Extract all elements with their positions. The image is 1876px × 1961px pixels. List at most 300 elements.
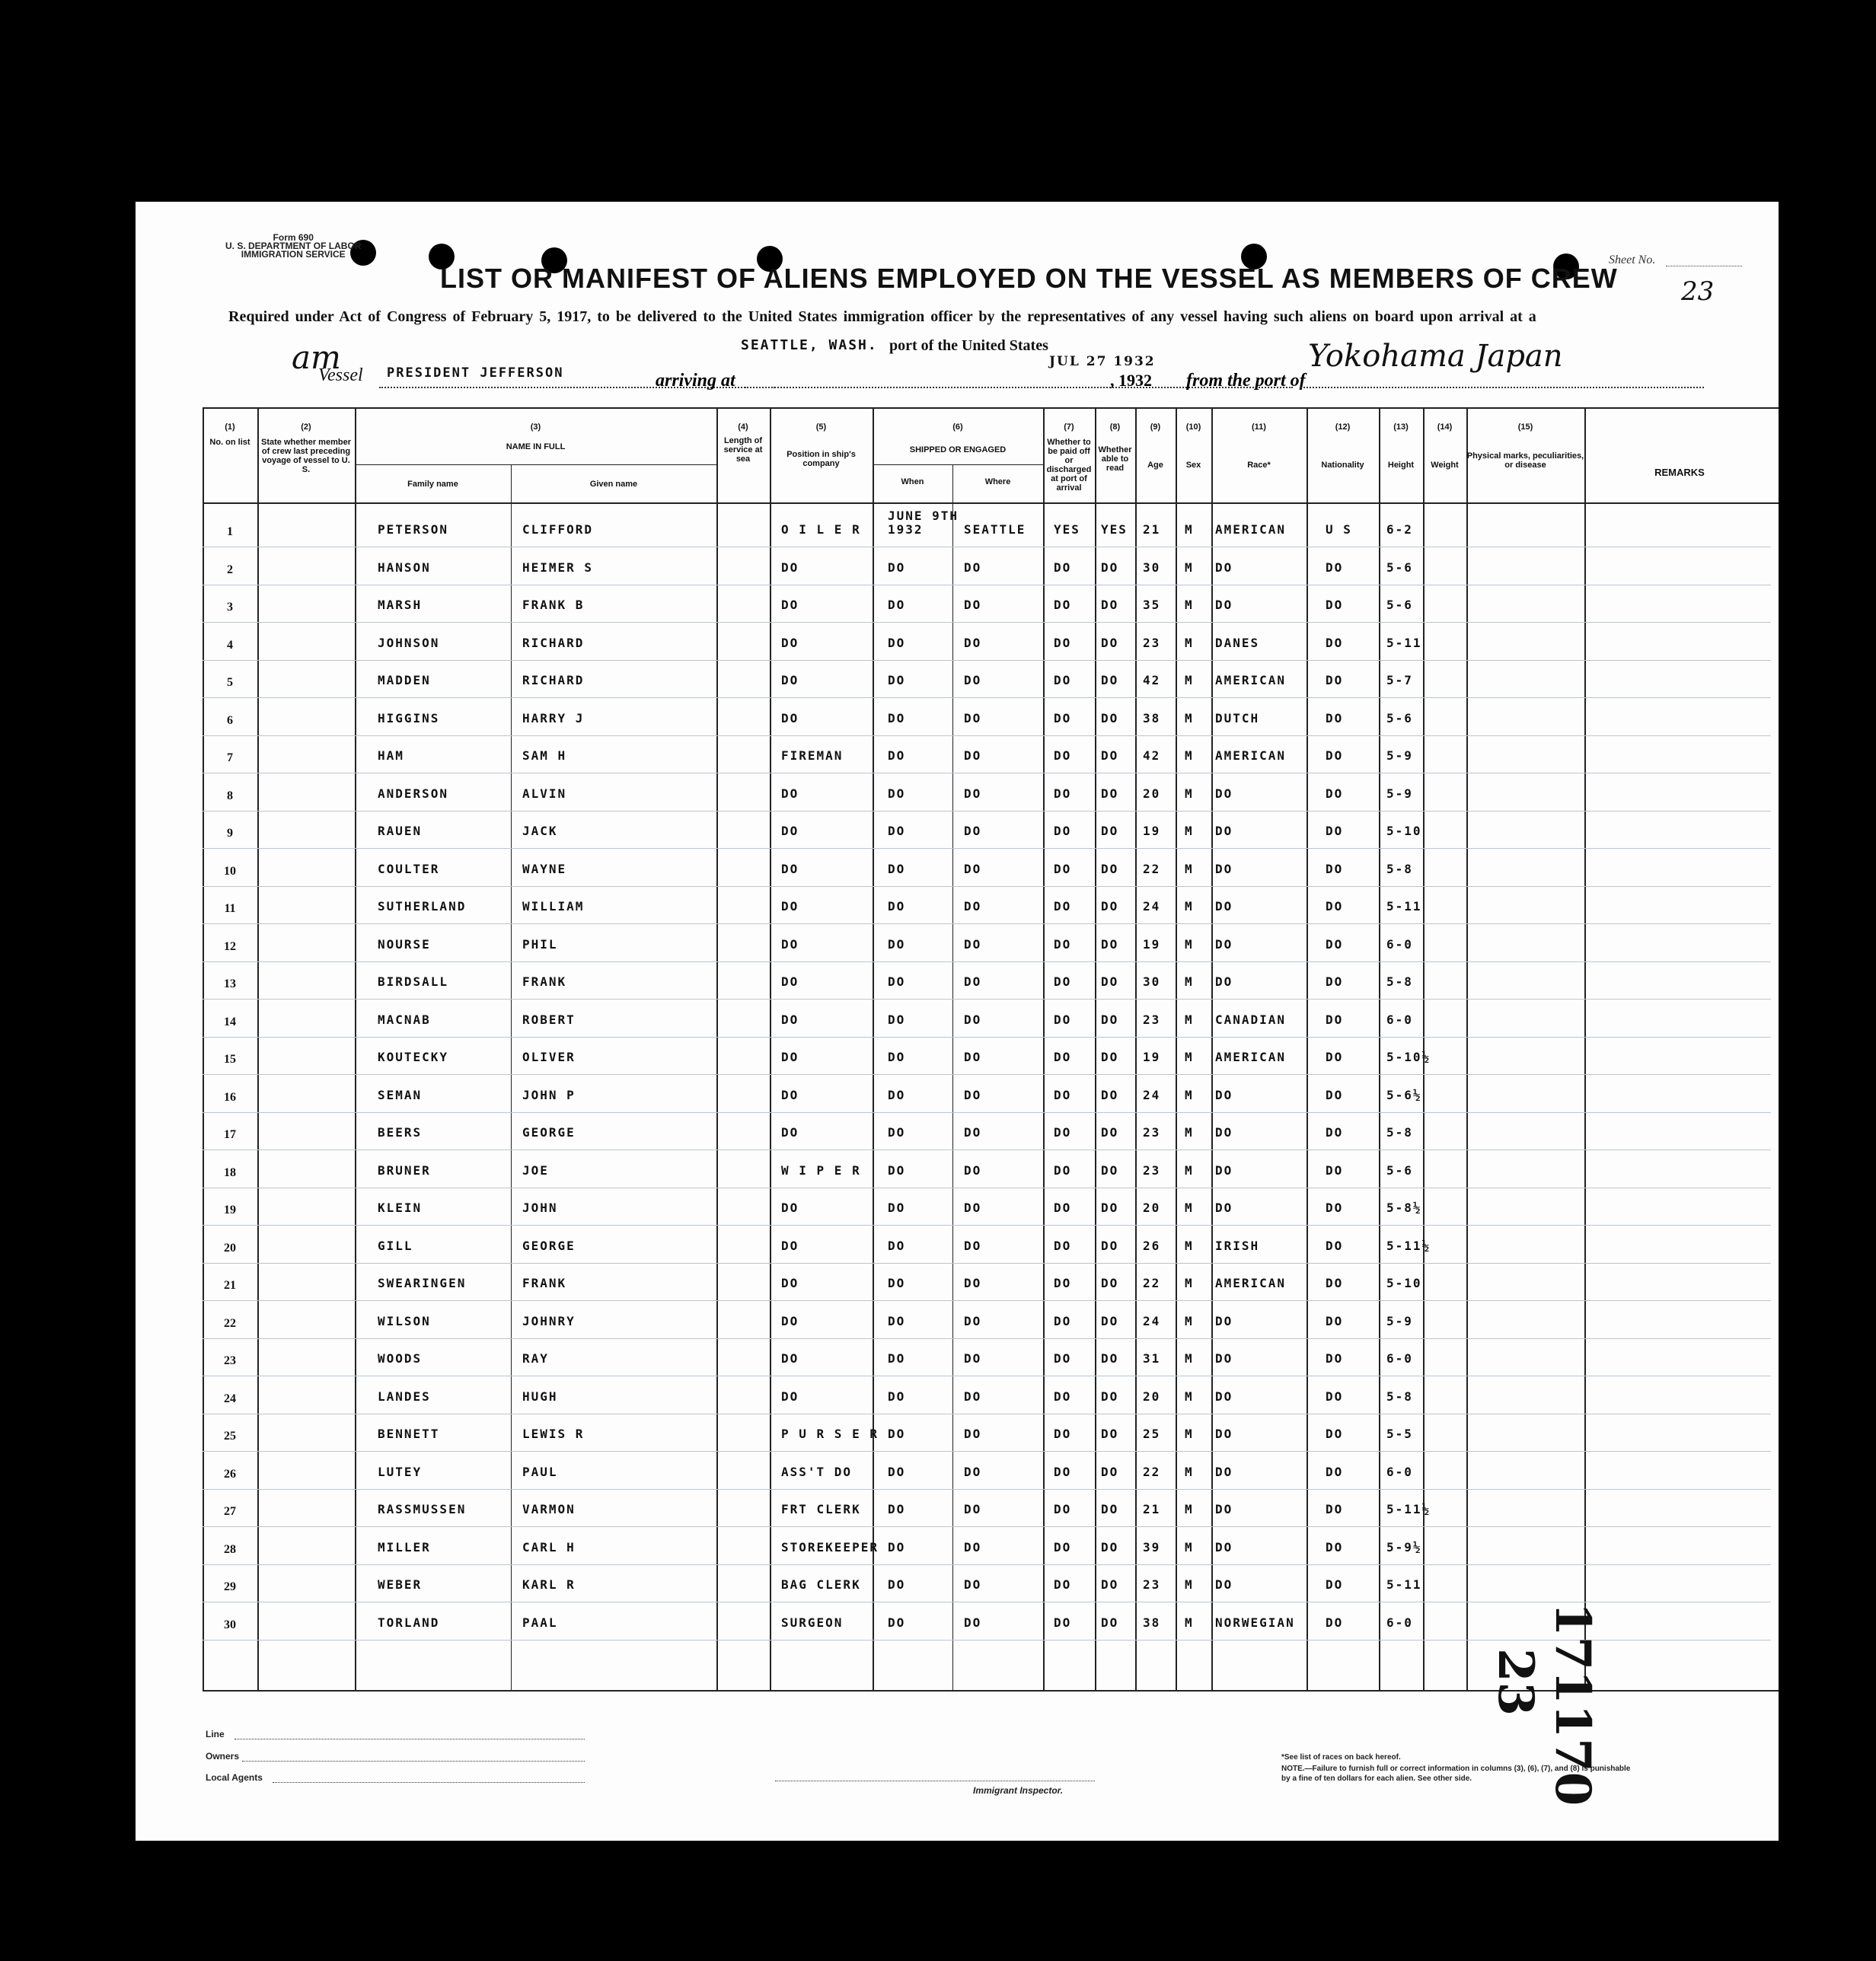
cell-family: LUTEY	[378, 1464, 423, 1479]
department-name: U. S. DEPARTMENT OF LABOR	[225, 241, 362, 251]
header-col10-num: (10)	[1185, 422, 1201, 432]
header-col5	[770, 422, 873, 468]
cell-when: DO	[888, 1615, 906, 1630]
cell-sex: M	[1185, 974, 1194, 989]
row-ruling	[203, 1526, 1771, 1527]
cell-age: 19	[1143, 1050, 1161, 1064]
cell-paid: DO	[1054, 936, 1072, 952]
cell-race: DO	[1215, 824, 1233, 838]
cell-family: LANDES	[378, 1389, 431, 1404]
cell-given: CLIFFORD	[522, 522, 594, 537]
owners-dotline	[242, 1760, 585, 1762]
cell-family: WILSON	[378, 1313, 431, 1328]
cell-given: CARL H	[522, 1539, 576, 1554]
cell-given: HARRY J	[522, 710, 585, 725]
cell-nat: DO	[1326, 899, 1344, 914]
header-col7-label: Whether to be paid off or discharged at port of arrival	[1046, 438, 1092, 493]
row-number: 20	[224, 1241, 236, 1255]
row-number: 29	[224, 1580, 236, 1593]
cell-height: 6-0	[1386, 1351, 1413, 1366]
cell-when: DO	[888, 1313, 906, 1328]
cell-race: AMERICAN	[1215, 522, 1287, 537]
cell-position: DO	[781, 1125, 799, 1140]
row-ruling	[203, 811, 1771, 812]
cell-given: PAAL	[522, 1615, 558, 1630]
cell-race: DO	[1215, 861, 1233, 876]
cell-paid: DO	[1054, 1427, 1072, 1441]
agents-dotline	[273, 1781, 585, 1783]
header-col7	[1043, 422, 1095, 493]
vessel-line	[318, 365, 363, 386]
cell-height: 5-9½	[1386, 1539, 1422, 1554]
cell-given: KARL R	[522, 1577, 576, 1592]
cell-nat: DO	[1326, 1427, 1344, 1441]
cell-height: 5-11½	[1386, 1502, 1431, 1516]
cell-nat: DO	[1326, 1389, 1344, 1404]
cell-age: 19	[1143, 936, 1161, 952]
cell-where: DO	[964, 1577, 982, 1592]
cell-when: DO	[888, 1427, 906, 1441]
cell-when: 1932	[888, 522, 924, 537]
header-col11	[1211, 422, 1306, 470]
header-col1-label: No. on list	[209, 438, 250, 447]
cell-where: DO	[964, 1389, 982, 1404]
header-col3	[355, 422, 716, 451]
cell-race: DO	[1215, 1087, 1233, 1102]
cell-position: DO	[781, 786, 799, 801]
cell-sex: M	[1185, 1238, 1194, 1253]
cell-position: DO	[781, 1238, 799, 1253]
from-port-label: from the port of	[1186, 371, 1306, 391]
cell-given: OLIVER	[522, 1050, 576, 1064]
cell-read: DO	[1101, 1162, 1119, 1178]
cell-paid: DO	[1054, 1539, 1072, 1554]
vessel-name: PRESIDENT JEFFERSON	[387, 365, 564, 381]
destination-port: SEATTLE, WASH.	[741, 337, 878, 353]
from-port-dotline	[1300, 386, 1704, 388]
cell-nat: DO	[1326, 710, 1344, 725]
cell-family: WEBER	[378, 1577, 423, 1592]
header-col4-label: Length of service at sea	[723, 436, 763, 464]
header-col13	[1379, 422, 1423, 470]
row-ruling	[203, 1300, 1771, 1301]
cell-given: JOHNRY	[522, 1313, 576, 1328]
row-number: 6	[227, 713, 233, 727]
row-number: 10	[224, 864, 236, 878]
cell-race: DO	[1215, 974, 1233, 989]
header-col10-label: Sex	[1185, 461, 1201, 470]
row-number: 13	[224, 977, 236, 990]
header-col6-num: (6)	[952, 422, 963, 432]
cell-paid: DO	[1054, 673, 1072, 687]
cell-when: DO	[888, 748, 906, 763]
cell-age: 30	[1143, 560, 1161, 575]
cell-given: WAYNE	[522, 861, 567, 876]
cell-height: 5-10	[1386, 824, 1422, 838]
cell-height: 5-8½	[1386, 1201, 1422, 1215]
cell-paid: DO	[1054, 1577, 1072, 1592]
cell-age: 39	[1143, 1539, 1161, 1554]
cell-paid: DO	[1054, 710, 1072, 725]
col-divider	[1095, 407, 1096, 1690]
header-when: When	[901, 477, 924, 486]
cell-paid: DO	[1054, 861, 1072, 876]
cell-family: HANSON	[378, 560, 431, 575]
cell-given: VARMON	[522, 1502, 576, 1516]
cell-where: DO	[964, 635, 982, 650]
cell-sex: M	[1185, 1502, 1194, 1516]
cell-given: FRANK	[522, 974, 567, 989]
row-number: 3	[227, 601, 233, 614]
cell-height: 6-2	[1386, 522, 1413, 537]
header-col6	[873, 422, 1043, 454]
cell-sex: M	[1185, 1389, 1194, 1404]
cell-family: JOHNSON	[378, 635, 440, 650]
row-number: 2	[227, 563, 233, 576]
inspector-label: Immigrant Inspector.	[973, 1785, 1064, 1796]
cell-height: 6-0	[1386, 936, 1413, 952]
cell-nat: DO	[1326, 1162, 1344, 1178]
cell-when: DO	[888, 1125, 906, 1140]
cell-read: DO	[1101, 1238, 1119, 1253]
cell-paid: DO	[1054, 1351, 1072, 1366]
cell-when: DO	[888, 1087, 906, 1102]
cell-height: 5-5	[1386, 1427, 1413, 1441]
cell-given: GEORGE	[522, 1125, 576, 1140]
cell-nat: DO	[1326, 1201, 1344, 1215]
cell-height: 5-6	[1386, 1162, 1413, 1178]
row-number: 25	[224, 1430, 236, 1443]
cell-position: DO	[781, 974, 799, 989]
header-col13-label: Height	[1387, 461, 1415, 470]
cell-race: DO	[1215, 1389, 1233, 1404]
manifest-title: LIST OR MANIFEST OF ALIENS EMPLOYED ON THE VESSEL AS MEMBERS OF CREW	[440, 263, 1618, 294]
cell-paid: DO	[1054, 635, 1072, 650]
footer-line-label	[206, 1729, 225, 1739]
cell-given: RICHARD	[522, 673, 585, 687]
cell-position: DO	[781, 598, 799, 612]
inspector-dotline	[775, 1780, 1095, 1781]
cell-position: DO	[781, 1087, 799, 1102]
cell-where: DO	[964, 710, 982, 725]
cell-race: DO	[1215, 1502, 1233, 1516]
cell-age: 22	[1143, 861, 1161, 876]
cell-where: DO	[964, 936, 982, 952]
cell-paid: DO	[1054, 1502, 1072, 1516]
cell-family: MILLER	[378, 1539, 431, 1554]
arrival-date-stamp: JUL 27 1932	[1049, 354, 1156, 369]
cell-read: DO	[1101, 899, 1119, 914]
header-col5-num: (5)	[815, 422, 827, 432]
cell-nat: DO	[1326, 1012, 1344, 1027]
cell-sex: M	[1185, 673, 1194, 687]
header-col7-num: (7)	[1064, 422, 1074, 432]
cell-race: AMERICAN	[1215, 673, 1287, 687]
cell-age: 23	[1143, 635, 1161, 650]
cell-when: DO	[888, 635, 906, 650]
col-divider	[1135, 407, 1137, 1690]
cell-race: DO	[1215, 560, 1233, 575]
cell-height: 5-10	[1386, 1276, 1422, 1290]
cell-race: DO	[1215, 1162, 1233, 1178]
row-number: 16	[224, 1090, 236, 1104]
cell-where: DO	[964, 1427, 982, 1441]
cell-sex: M	[1185, 1125, 1194, 1140]
header-col5-label: Position in ship's company	[786, 450, 856, 468]
cell-family: HAM	[378, 748, 404, 763]
cell-family: NOURSE	[378, 936, 431, 952]
header-col12-num: (12)	[1335, 422, 1351, 432]
cell-where: DO	[964, 598, 982, 612]
cell-paid: DO	[1054, 1464, 1072, 1479]
table-top-border	[203, 407, 1779, 409]
header-col4-num: (4)	[738, 422, 748, 432]
cell-age: 20	[1143, 1201, 1161, 1215]
cell-given: FRANK	[522, 1276, 567, 1290]
cell-paid: DO	[1054, 1087, 1072, 1102]
cell-read: DO	[1101, 1539, 1119, 1554]
cell-family: GILL	[378, 1238, 413, 1253]
cell-race: DO	[1215, 1313, 1233, 1328]
cell-paid: DO	[1054, 899, 1072, 914]
cell-when: DO	[888, 1238, 906, 1253]
cell-height: 6-0	[1386, 1615, 1413, 1630]
cell-family: WOODS	[378, 1351, 423, 1366]
cell-read: DO	[1101, 1012, 1119, 1027]
cell-race: DO	[1215, 1539, 1233, 1554]
row-ruling	[203, 735, 1771, 736]
cell-when: DO	[888, 786, 906, 801]
cell-position: DO	[781, 899, 799, 914]
cell-when: DO	[888, 560, 906, 575]
name-subheader-divider	[511, 464, 512, 1690]
cell-given: RICHARD	[522, 635, 585, 650]
header-col12-label: Nationality	[1321, 461, 1364, 470]
col-divider	[1379, 407, 1380, 1690]
cell-where: DO	[964, 1502, 982, 1516]
cell-family: KLEIN	[378, 1201, 423, 1215]
cell-age: 42	[1143, 673, 1161, 687]
cell-position: P U R S E R	[781, 1427, 879, 1441]
cell-paid: DO	[1054, 1162, 1072, 1178]
cell-nat: U S	[1326, 522, 1352, 537]
row-ruling	[203, 1149, 1771, 1150]
cell-read: DO	[1101, 598, 1119, 612]
cell-where: DO	[964, 1351, 982, 1366]
col-divider	[1584, 407, 1586, 1690]
name-subheader-line	[355, 464, 716, 465]
cell-sex: M	[1185, 1464, 1194, 1479]
cell-position: O I L E R	[781, 522, 861, 537]
cell-nat: DO	[1326, 1502, 1344, 1516]
row-number: 24	[224, 1392, 236, 1405]
cell-age: 38	[1143, 1615, 1161, 1630]
row-ruling	[203, 961, 1771, 962]
cell-where: DO	[964, 1087, 982, 1102]
cell-race: AMERICAN	[1215, 1050, 1287, 1064]
cell-paid: DO	[1054, 1012, 1072, 1027]
header-col13-num: (13)	[1393, 422, 1409, 432]
cell-nat: DO	[1326, 1351, 1344, 1366]
header-bottom-border	[203, 502, 1779, 504]
row-number: 7	[227, 751, 233, 764]
cell-paid: DO	[1054, 748, 1072, 763]
cell-when: DO	[888, 1276, 906, 1290]
row-number: 26	[224, 1467, 236, 1481]
row-ruling	[203, 886, 1771, 887]
cell-age: 31	[1143, 1351, 1161, 1366]
cell-height: 5-8	[1386, 974, 1413, 989]
cell-height: 5-8	[1386, 1125, 1413, 1140]
cell-given: SAM H	[522, 748, 567, 763]
cell-nat: DO	[1326, 1276, 1344, 1290]
cell-given: JOHN	[522, 1201, 558, 1215]
cell-age: 23	[1143, 1012, 1161, 1027]
cell-height: 5-7	[1386, 673, 1413, 687]
header-col15-num: (15)	[1517, 422, 1533, 432]
row-ruling	[203, 1489, 1771, 1490]
cell-race: DO	[1215, 936, 1233, 952]
cell-when: DO	[888, 824, 906, 838]
cell-sex: M	[1185, 1539, 1194, 1554]
shipped-subheader-line	[873, 464, 1043, 465]
cell-height: 6-0	[1386, 1012, 1413, 1027]
col-divider	[716, 407, 718, 1690]
row-ruling	[203, 1225, 1771, 1226]
cell-where: DO	[964, 748, 982, 763]
cell-sex: M	[1185, 1087, 1194, 1102]
header-col14-num: (14)	[1437, 422, 1453, 432]
header-col2-label: State whether member of crew last preceding voyage of vessel to U. S.	[261, 438, 351, 474]
form-identifier	[225, 234, 361, 259]
cell-race: DO	[1215, 598, 1233, 612]
cell-where: DO	[964, 1201, 982, 1215]
cell-position: FRT CLERK	[781, 1502, 861, 1516]
cell-read: DO	[1101, 748, 1119, 763]
row-number: 30	[224, 1618, 236, 1631]
cell-nat: DO	[1326, 1615, 1344, 1630]
header-col12	[1306, 422, 1379, 470]
row-ruling	[203, 1074, 1771, 1075]
cell-age: 21	[1143, 1502, 1161, 1516]
cell-position: DO	[781, 1351, 799, 1366]
cell-race: IRISH	[1215, 1238, 1260, 1253]
cell-family: KOUTECKY	[378, 1050, 449, 1064]
cell-nat: DO	[1326, 1087, 1344, 1102]
cell-height: 5-9	[1386, 786, 1413, 801]
header-col14-label: Weight	[1431, 461, 1459, 470]
cell-read: DO	[1101, 1577, 1119, 1592]
cell-height: 5-6	[1386, 598, 1413, 612]
cell-height: 5-9	[1386, 748, 1413, 763]
cell-race: DO	[1215, 1125, 1233, 1140]
row-number: 28	[224, 1542, 236, 1556]
cell-position: FIREMAN	[781, 748, 844, 763]
row-ruling	[203, 1112, 1771, 1113]
cell-age: 25	[1143, 1427, 1161, 1441]
header-col2-num: (2)	[301, 422, 311, 432]
cell-paid: DO	[1054, 786, 1072, 801]
cell-position: DO	[781, 1050, 799, 1064]
header-col9	[1135, 422, 1176, 470]
cell-read: DO	[1101, 1050, 1119, 1064]
cell-where: DO	[964, 974, 982, 989]
row-number: 19	[224, 1204, 236, 1216]
cell-age: 21	[1143, 522, 1161, 537]
cell-when: DO	[888, 1539, 906, 1554]
row-ruling	[203, 999, 1771, 1000]
cell-where: SEATTLE	[964, 522, 1026, 537]
cell-race: DUTCH	[1215, 710, 1260, 725]
cell-sex: M	[1185, 1577, 1194, 1592]
cell-given: ALVIN	[522, 786, 567, 801]
cell-sex: M	[1185, 1201, 1194, 1215]
col-divider	[1466, 407, 1468, 1690]
cell-paid: DO	[1054, 974, 1072, 989]
cell-paid: DO	[1054, 824, 1072, 838]
sheet-number-handwritten: 23	[1681, 276, 1715, 307]
cell-family: TORLAND	[378, 1615, 440, 1630]
row-ruling	[203, 622, 1771, 623]
cell-age: 22	[1143, 1464, 1161, 1479]
cell-family: MADDEN	[378, 673, 431, 687]
cell-family: ANDERSON	[378, 786, 449, 801]
cell-age: 30	[1143, 974, 1161, 989]
cell-height: 5-11	[1386, 635, 1422, 650]
cell-height: 5-8	[1386, 861, 1413, 876]
cell-given: JOHN P	[522, 1087, 576, 1102]
cell-nat: DO	[1326, 748, 1344, 763]
cell-race: DO	[1215, 1464, 1233, 1479]
cell-sex: M	[1185, 786, 1194, 801]
cell-read: DO	[1101, 560, 1119, 575]
cell-position: DO	[781, 1012, 799, 1027]
cell-paid: DO	[1054, 1238, 1072, 1253]
cell-sex: M	[1185, 1162, 1194, 1178]
cell-given: PHIL	[522, 936, 558, 952]
cell-race: AMERICAN	[1215, 748, 1287, 763]
row-number: 1	[227, 525, 233, 538]
row-number: 23	[224, 1354, 236, 1367]
cell-age: 23	[1143, 1577, 1161, 1592]
row-number: 22	[224, 1316, 236, 1330]
cell-nat: DO	[1326, 635, 1344, 650]
cell-read: DO	[1101, 1313, 1119, 1328]
cell-nat: DO	[1326, 1577, 1344, 1592]
cell-position: DO	[781, 673, 799, 687]
cell-read: DO	[1101, 635, 1119, 650]
header-col1-num: (1)	[225, 422, 235, 432]
archive-stamp-number: 171170	[1544, 1602, 1601, 1806]
cell-height: 5-11	[1386, 1577, 1422, 1592]
cell-sex: M	[1185, 1012, 1194, 1027]
arriving-label: arriving at	[656, 371, 735, 391]
cell-nat: DO	[1326, 1125, 1344, 1140]
cell-given: FRANK B	[522, 598, 585, 612]
cell-family: BRUNER	[378, 1162, 431, 1178]
cell-family: RAUEN	[378, 824, 423, 838]
cell-position: SURGEON	[781, 1615, 844, 1630]
cell-nat: DO	[1326, 1313, 1344, 1328]
header-col14	[1423, 422, 1466, 470]
cell-paid: DO	[1054, 1615, 1072, 1630]
header-col15	[1466, 422, 1584, 470]
cell-read: DO	[1101, 974, 1119, 989]
cell-position: DO	[781, 1313, 799, 1328]
cell-sex: M	[1185, 522, 1194, 537]
cell-given: PAUL	[522, 1464, 558, 1479]
year-text: , 1932	[1110, 371, 1152, 390]
